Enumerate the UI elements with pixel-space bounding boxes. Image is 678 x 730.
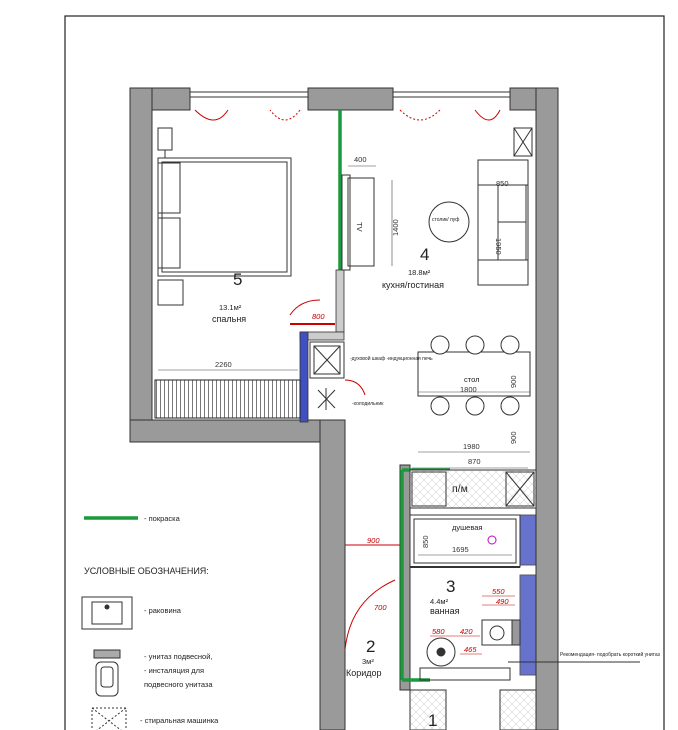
pm-label: п/м <box>452 483 468 495</box>
room-bedroom-label <box>212 270 246 324</box>
svg-text:550: 550 <box>492 587 505 596</box>
washer-unit <box>410 470 536 508</box>
pouf-label: столик/ пуф <box>432 217 460 223</box>
fridge-label: -холодильник <box>352 401 384 407</box>
legend-toilet-1: - унитаз подвесной, <box>144 652 213 661</box>
shower-label: душевая <box>452 523 483 532</box>
kitchen-number: 4 <box>420 245 430 264</box>
bathroom-name: ванная <box>430 606 460 616</box>
svg-text:850: 850 <box>421 535 430 548</box>
svg-text:800: 800 <box>312 312 325 321</box>
svg-text:1695: 1695 <box>452 545 469 554</box>
corridor-number: 2 <box>366 637 376 656</box>
svg-text:580: 580 <box>432 627 445 636</box>
kitchen-area: 18.8м² <box>408 268 431 277</box>
svg-text:400: 400 <box>354 155 367 164</box>
tv-label: TV <box>355 222 364 232</box>
svg-text:900: 900 <box>509 431 518 444</box>
svg-text:1950: 1950 <box>494 238 503 255</box>
svg-text:850: 850 <box>496 179 509 188</box>
svg-text:1800: 1800 <box>460 385 477 394</box>
oven-label: -духовой шкаф -индукционная печь <box>350 356 433 362</box>
legend-washer: - стиральная машинка <box>140 716 219 725</box>
room-bathroom-label <box>430 577 460 616</box>
corridor-name: Коридор <box>346 668 382 678</box>
room-corridor-label <box>346 637 382 678</box>
room-kitchen-label <box>382 245 444 290</box>
wardrobe <box>155 380 300 418</box>
kitchen-name: кухня/гостиная <box>382 280 444 290</box>
recommendation-label: Рекомендация- подобрать короткий унитаз <box>560 652 660 658</box>
bedroom-name: спальня <box>212 314 247 324</box>
legend-sink: - раковина <box>144 606 181 615</box>
svg-text:900: 900 <box>509 375 518 388</box>
table-label: стол <box>464 375 480 384</box>
svg-text:700: 700 <box>374 603 387 612</box>
legend-toilet-2: - инсталяция для <box>144 666 205 675</box>
legend-toilet-3: подвесного унитаза <box>144 680 213 689</box>
toilet-icon <box>94 650 120 696</box>
sofa <box>478 128 532 285</box>
sink-icon <box>82 597 132 629</box>
svg-text:490: 490 <box>496 597 509 606</box>
svg-text:465: 465 <box>464 645 477 654</box>
bathroom-number: 3 <box>446 577 456 596</box>
svg-text:420: 420 <box>460 627 473 636</box>
bedroom-area: 13.1м² <box>219 303 242 312</box>
kitchen-column <box>310 342 365 410</box>
svg-text:1400: 1400 <box>391 219 400 236</box>
svg-text:870: 870 <box>468 457 481 466</box>
corridor-area: 3м² <box>362 657 374 666</box>
entry-number: 1 <box>428 711 438 730</box>
bathroom-area: 4.4м² <box>430 597 449 606</box>
sheet-frame <box>65 16 664 730</box>
legend <box>82 514 219 730</box>
bedroom-number: 5 <box>233 270 243 289</box>
legend-paint: - покраска <box>144 514 180 523</box>
legend-title: УСЛОВНЫЕ ОБОЗНАЧЕНИЯ: <box>84 566 209 576</box>
svg-text:2260: 2260 <box>215 360 232 369</box>
washer-icon <box>92 708 126 730</box>
bed <box>158 128 291 305</box>
svg-text:900: 900 <box>367 536 380 545</box>
svg-text:1980: 1980 <box>463 442 480 451</box>
